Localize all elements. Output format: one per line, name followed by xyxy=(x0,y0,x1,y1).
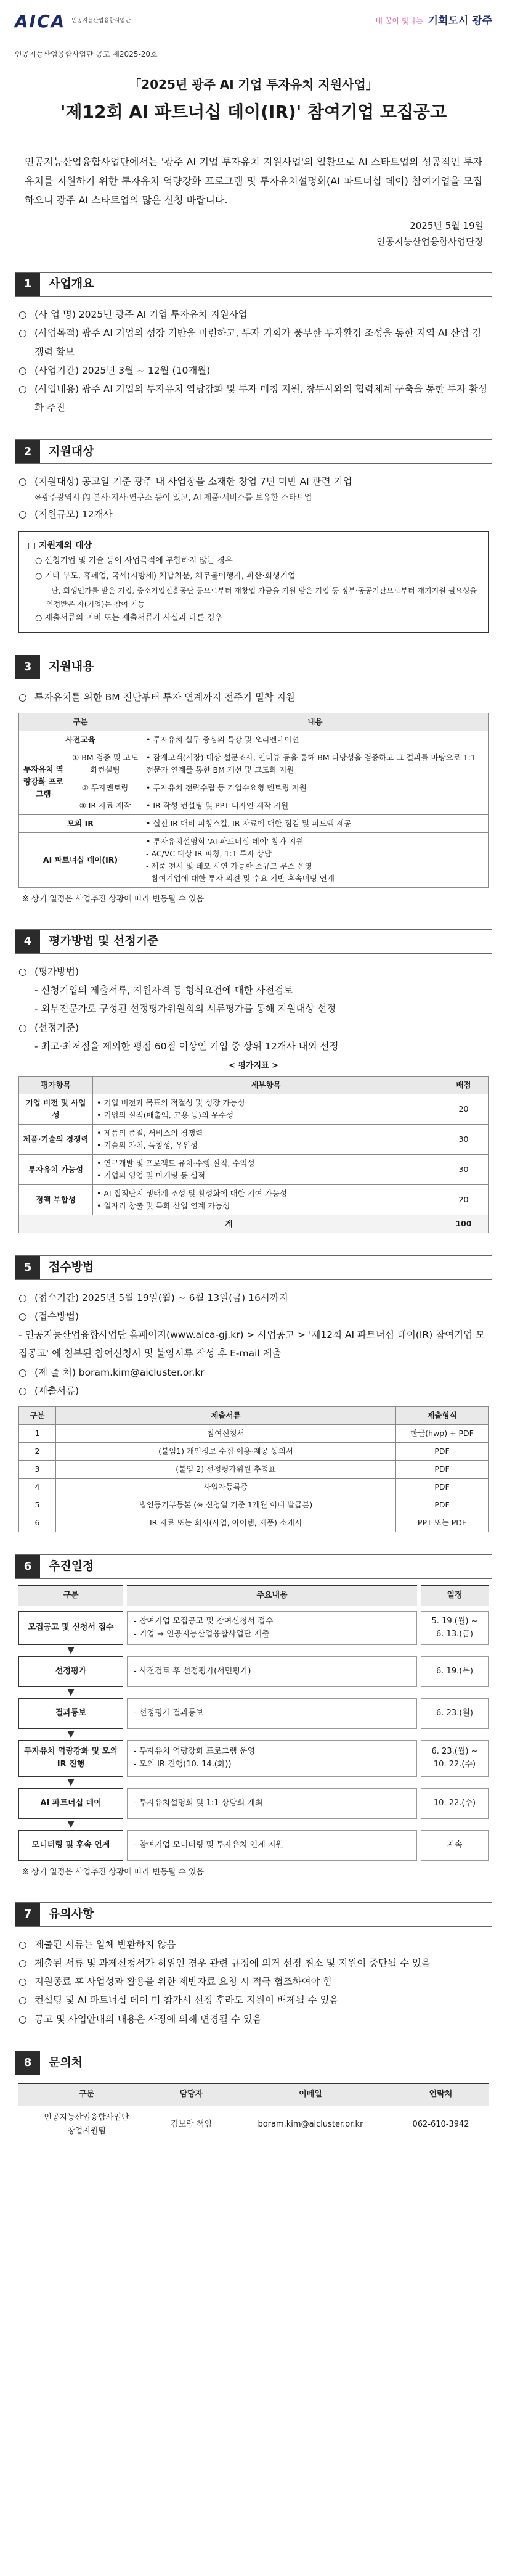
list-item: ○ 공고 및 사업안내의 내용은 사정에 의해 변경될 수 있음 xyxy=(18,2013,262,2025)
schedule-row: 투자유치 역량강화 및 모의 IR 진행 - 투자유치 역량강화 프로그램 운영 - 모의 IR 진행(10. 14.(화)) 6. 23.(월) ~ 10. 22.(수) xyxy=(18,1740,489,1777)
table-header: 제출서류 xyxy=(56,1407,396,1425)
section-title: 접수방법 xyxy=(49,1260,94,1274)
section-title: 유의사항 xyxy=(49,1907,94,1921)
application-list xyxy=(15,1280,492,1400)
exclusion-item: ○ 제출서류의 미비 또는 제출서류가 사실과 다른 경우 xyxy=(35,613,222,623)
list-item: ○ (사 업 명) 2025년 광주 AI 기업 투자유치 지원사업 xyxy=(18,309,248,321)
table-header: 제출형식 xyxy=(396,1407,489,1425)
schedule-note: ※ 상기 일정은 사업추진 상황에 따라 변동될 수 있음 xyxy=(22,1868,205,1877)
evaluation-caption: < 평가지표 > xyxy=(228,1061,279,1071)
table-row: 5 법인등기부등본 (※ 신청일 기준 1개월 이내 발급본) PDF xyxy=(19,1496,489,1514)
table-header: 평가항목 xyxy=(19,1076,93,1094)
schedule-row: 선정평가 - 사전검토 후 선정평가(서면평가) 6. 19.(목) xyxy=(18,1656,489,1687)
list-item: ○ (접수방법) xyxy=(18,1311,79,1322)
section-title: 사업개요 xyxy=(49,277,94,291)
list-item: ○ (사업목적) 광주 AI 기업의 성장 기반을 마련하고, 투자 기회가 풍부한 투자환경 조성을 통한 지역 AI 산업 경쟁력 확보 xyxy=(18,327,482,358)
section-header-schedule xyxy=(15,1554,492,1579)
section-header-evaluation xyxy=(15,929,492,954)
table-row: ③ IR 자료 제작 • IR 작성 컨설팅 및 PPT 디자인 제작 지원 xyxy=(19,797,489,815)
list-item: ○ 컨설팅 및 AI 파트너십 데이 미 참가시 선정 후라도 지원이 배제될 수 있음 xyxy=(18,1995,339,2006)
list-item: ○ (평가방법) xyxy=(18,966,79,977)
eligibility-note: ※광주광역시 內 본사·지사·연구소 등이 있고, AI 제품·서비스를 보유한 스타트업 xyxy=(34,493,312,502)
notice-org: 인공지능산업융합사업단장 xyxy=(376,236,484,247)
list-item: ○ 투자유치를 위한 BM 진단부터 투자 연계까지 전주기 밀착 지원 xyxy=(18,691,295,703)
arrow-down-icon: ▼ xyxy=(67,1819,75,1830)
section-number: 7 xyxy=(15,1903,40,1926)
support-table xyxy=(18,713,489,888)
schedule-row: AI 파트너십 데이 - 투자유치설명회 및 1:1 상담회 개최 10. 22.(수) xyxy=(18,1788,489,1819)
section-header-support xyxy=(15,655,492,679)
notice-number: 인공지능산업융합사업단 공고 제2025-20호 xyxy=(15,50,158,59)
section-title: 지원대상 xyxy=(49,444,94,458)
section-header-overview xyxy=(15,272,492,297)
table-header: 이메일 xyxy=(228,2083,393,2106)
schedule-row: 결과통보 - 선정평가 결과통보 6. 23.(월) xyxy=(18,1698,489,1729)
intro-paragraph: 인공지능산업융합사업단에서는 '광주 AI 기업 투자유치 지원사업'의 일환으로 AI 스타트업의 성공적인 투자유치를 지원하기 위한 투자유치 역량강화 프로그램 및 투자유치설명회(AI 파트너십 데이) 참여기업을 모집하오니 광주 AI 스타트업의 많은 신청 바랍니다. xyxy=(25,156,482,207)
section-header-notes xyxy=(15,1902,492,1927)
table-header: 연락처 xyxy=(393,2083,489,2106)
list-item: ○ (접수기간) 2025년 5월 19일(월) ~ 6월 13일(금) 16시까지 xyxy=(18,1292,288,1303)
list-item: ○ (사업기간) 2025년 3월 ~ 12월 (10개월) xyxy=(18,364,211,376)
overview-list xyxy=(15,297,492,417)
notes-list xyxy=(15,1927,492,2028)
table-row: 2 (불임1) 개인정보 수집·이용·제공 동의서 PDF xyxy=(19,1443,489,1461)
contact-table xyxy=(18,2083,489,2144)
documents-table xyxy=(18,1406,489,1532)
section-number: 1 xyxy=(15,273,40,296)
aica-logo-sub: 인공지능산업융합사업단 xyxy=(71,17,131,24)
notice-date: 2025년 5월 19일 xyxy=(410,219,484,231)
evaluation-table xyxy=(18,1076,489,1233)
table-header: 내용 xyxy=(142,713,489,731)
aica-logo-text: AICA xyxy=(15,11,66,31)
table-row: 사전교육 • 투자유치 실무 중심의 특강 및 오리엔테이션 xyxy=(19,731,489,749)
exclusion-item: ○ 신청기업 및 기술 등이 사업목적에 부합하지 않는 경우 xyxy=(35,556,233,566)
list-item: - 외부전문가로 구성된 선정평가위원회의 서류평가를 통해 지원대상 선정 xyxy=(34,1003,336,1015)
arrow-down-icon: ▼ xyxy=(67,1646,75,1656)
list-item: - 인공지능산업융합사업단 홈페이지(www.aica-gj.kr) > 사업공고 > '제12회 AI 파트너십 데이(IR) 참여기업 모집공고' 에 첨부된 참여신청서 및 불임서류 작성 후 E-mail 제출 xyxy=(18,1329,485,1360)
city-name: 기회도시 광주 xyxy=(428,14,492,27)
table-row: 1 참여신청서 한글(hwp) + PDF xyxy=(19,1425,489,1443)
exclusion-box xyxy=(18,531,489,633)
list-item: ○ 제출된 서류 및 과제신청서가 허위인 경우 관련 규정에 의거 선정 취소 및 지원이 중단될 수 있음 xyxy=(18,1958,431,1969)
table-total-row: 계 100 xyxy=(19,1215,489,1233)
table-row: 제품·기술의 경쟁력 • 제품의 품질, 서비스의 경쟁력 • 기술의 가치, 독창성, 우위성 30 xyxy=(19,1124,489,1154)
section-title: 추진일정 xyxy=(49,1559,94,1573)
table-row: 투자유치 가능성 • 연구개발 및 프로젝트 유치·수행 실적, 수익성 • 기업의 영업 및 마케팅 등 실적 30 xyxy=(19,1154,489,1184)
exclusion-item: ○ 기타 부도, 휴폐업, 국세(지방세) 체납처분, 채무불이행자, 파산·회생기업 xyxy=(35,571,296,581)
schedule-row: 모집공고 및 신청서 접수 - 참여기업 모집공고 및 참여신청서 접수 - 기업 → 인공지능산업융합사업단 제출 5. 19.(월) ~ 6. 13.(금) xyxy=(18,1611,489,1646)
section-number: 2 xyxy=(15,440,40,463)
arrow-down-icon: ▼ xyxy=(67,1778,75,1788)
support-note: ※ 상기 일정은 사업추진 상황에 따라 변동될 수 있음 xyxy=(22,895,205,904)
section-title: 평가방법 및 선정기준 xyxy=(49,934,159,948)
table-row: 3 (불임 2) 선정평가위원 추첨표 PDF xyxy=(19,1461,489,1479)
title-sub: 「2025년 광주 AI 기업 투자유치 지원사업」 xyxy=(129,77,378,92)
eligibility-list xyxy=(15,464,492,523)
section-number: 4 xyxy=(15,930,40,953)
arrow-down-icon: ▼ xyxy=(67,1688,75,1698)
table-header: 구분 xyxy=(18,2083,155,2106)
table-row: 기업 비전 및 사업성 • 기업 비전과 목표의 적절성 및 성장 가능성 • 기업의 실적(매출액, 고용 등)의 우수성 20 xyxy=(19,1094,489,1124)
exclusion-title: □ 지원제외 대상 xyxy=(28,540,92,551)
list-item: ○ (선정기준) xyxy=(18,1022,79,1033)
schedule-header: 구분 주요내용 일정 xyxy=(18,1585,489,1606)
table-header: 구분 xyxy=(19,1407,56,1425)
gwangju-logo xyxy=(375,12,492,31)
table-row: 정책 부합성 • AI 집적단지 생태계 조성 및 활성화에 대한 기여 가능성 • 일자리 창출 및 특화 산업 연계 가능성 20 xyxy=(19,1184,489,1215)
city-slogan: 내 꿈이 빛나는 xyxy=(375,17,423,25)
section-title: 문의처 xyxy=(49,2056,83,2070)
exclusion-subitem: - 단, 회생인가를 받은 기업, 중소기업진흥공단 등으로부터 재창업 자금을 지원 받은 기업 등 정부·공공기관으로부터 재기지원 필요성을 인정받은 자(기업)는 참여 가능 xyxy=(46,586,477,609)
table-header: 배점 xyxy=(439,1076,489,1094)
table-row: 모의 IR • 실전 IR 대비 피칭스킬, IR 자료에 대한 점검 및 피드백 제공 xyxy=(19,815,489,833)
schedule-row: 모니터링 및 후속 연계 - 참여기업 모니터링 및 투자유치 연계 지원 지속 xyxy=(18,1830,489,1861)
page-title: '제12회 AI 파트너십 데이(IR)' 참여기업 모집공고 xyxy=(60,102,447,122)
table-row: 6 IR 자료 또는 회사(사업, 아이템, 제품) 소개서 PPT 또는 PDF xyxy=(19,1514,489,1532)
section-header-application xyxy=(15,1255,492,1280)
section-number: 5 xyxy=(15,1256,40,1279)
arrow-down-icon: ▼ xyxy=(67,1729,75,1740)
table-row: 인공지능산업융합사업단 창업지원팀 김보람 책임 boram.kim@aicluster.or.kr 062-610-3942 xyxy=(18,2106,489,2144)
schedule-flow xyxy=(18,1585,489,1861)
section-number: 3 xyxy=(15,655,40,679)
section-number: 8 xyxy=(15,2051,40,2075)
table-row: AI 파트너십 데이(IR) • 투자유치설명회 'AI 파트너십 데이' 참가 지원 - AC/VC 대상 IR 피칭, 1:1 투자 상담 - 제품 전시 및 데모 시연 가능한 소규모 부스 운영 - 참여기업에 대한 투자 의견 및 수요 기반 후속미팅 연계 xyxy=(19,833,489,888)
list-item: - 신청기업의 제출서류, 지원자격 등 형식요건에 대한 사전검토 xyxy=(34,985,293,996)
section-title: 지원내용 xyxy=(49,660,94,674)
list-item: ○ (제출서류) xyxy=(18,1385,79,1397)
table-header: 세부항목 xyxy=(93,1076,439,1094)
list-item: ○ 지원종료 후 사업성과 활용을 위한 제반자료 요청 시 적극 협조하여야 함 xyxy=(18,1976,333,1988)
contact-email[interactable]: boram.kim@aicluster.or.kr xyxy=(228,2106,393,2144)
aica-logo xyxy=(15,6,131,36)
list-item: ○ (지원규모) 12개사 xyxy=(18,509,113,520)
list-item: ○ (지원대상) 공고일 기준 광주 내 사업장을 소재한 창업 7년 미만 AI 관련 기업 xyxy=(18,476,352,488)
list-item: - 최고·최저점을 제외한 평점 60점 이상인 기업 중 상위 12개사 내외 선정 xyxy=(34,1040,339,1052)
table-header: 구분 xyxy=(19,713,142,731)
page-header xyxy=(15,0,492,43)
support-lead xyxy=(15,679,492,707)
list-item: ○ 제출된 서류는 일체 반환하지 않음 xyxy=(18,1938,176,1950)
table-row: 투자유치 역량강화 프로그램 ① BM 검증 및 고도화컨설팅 • 잠재고객(시장) 대상 설문조사, 인터뷰 등을 통해 BM 타당성을 검증하고 그 결과를 바탕으로 1:1 전문가 연계를 통한 BM 개선 및 고도화 지원 xyxy=(19,749,489,779)
list-item: ○ (제 출 처) boram.kim@aicluster.or.kr xyxy=(18,1366,205,1378)
section-header-eligibility xyxy=(15,439,492,464)
title-box xyxy=(15,64,492,136)
table-row: 4 사업자등록증 PDF xyxy=(19,1479,489,1496)
section-header-contact xyxy=(15,2051,492,2075)
table-row: ② 투자멘토링 • 투자유치 전략수립 등 기업수요형 멘토링 지원 xyxy=(19,779,489,797)
list-item: ○ (사업내용) 광주 AI 기업의 투자유치 역량강화 및 투자 매칭 지원, 창투사와의 협력체계 구축을 통한 투자 활성화 추진 xyxy=(18,383,487,414)
section-number: 6 xyxy=(15,1555,40,1578)
table-header: 담당자 xyxy=(155,2083,228,2106)
evaluation-list xyxy=(15,954,492,1056)
